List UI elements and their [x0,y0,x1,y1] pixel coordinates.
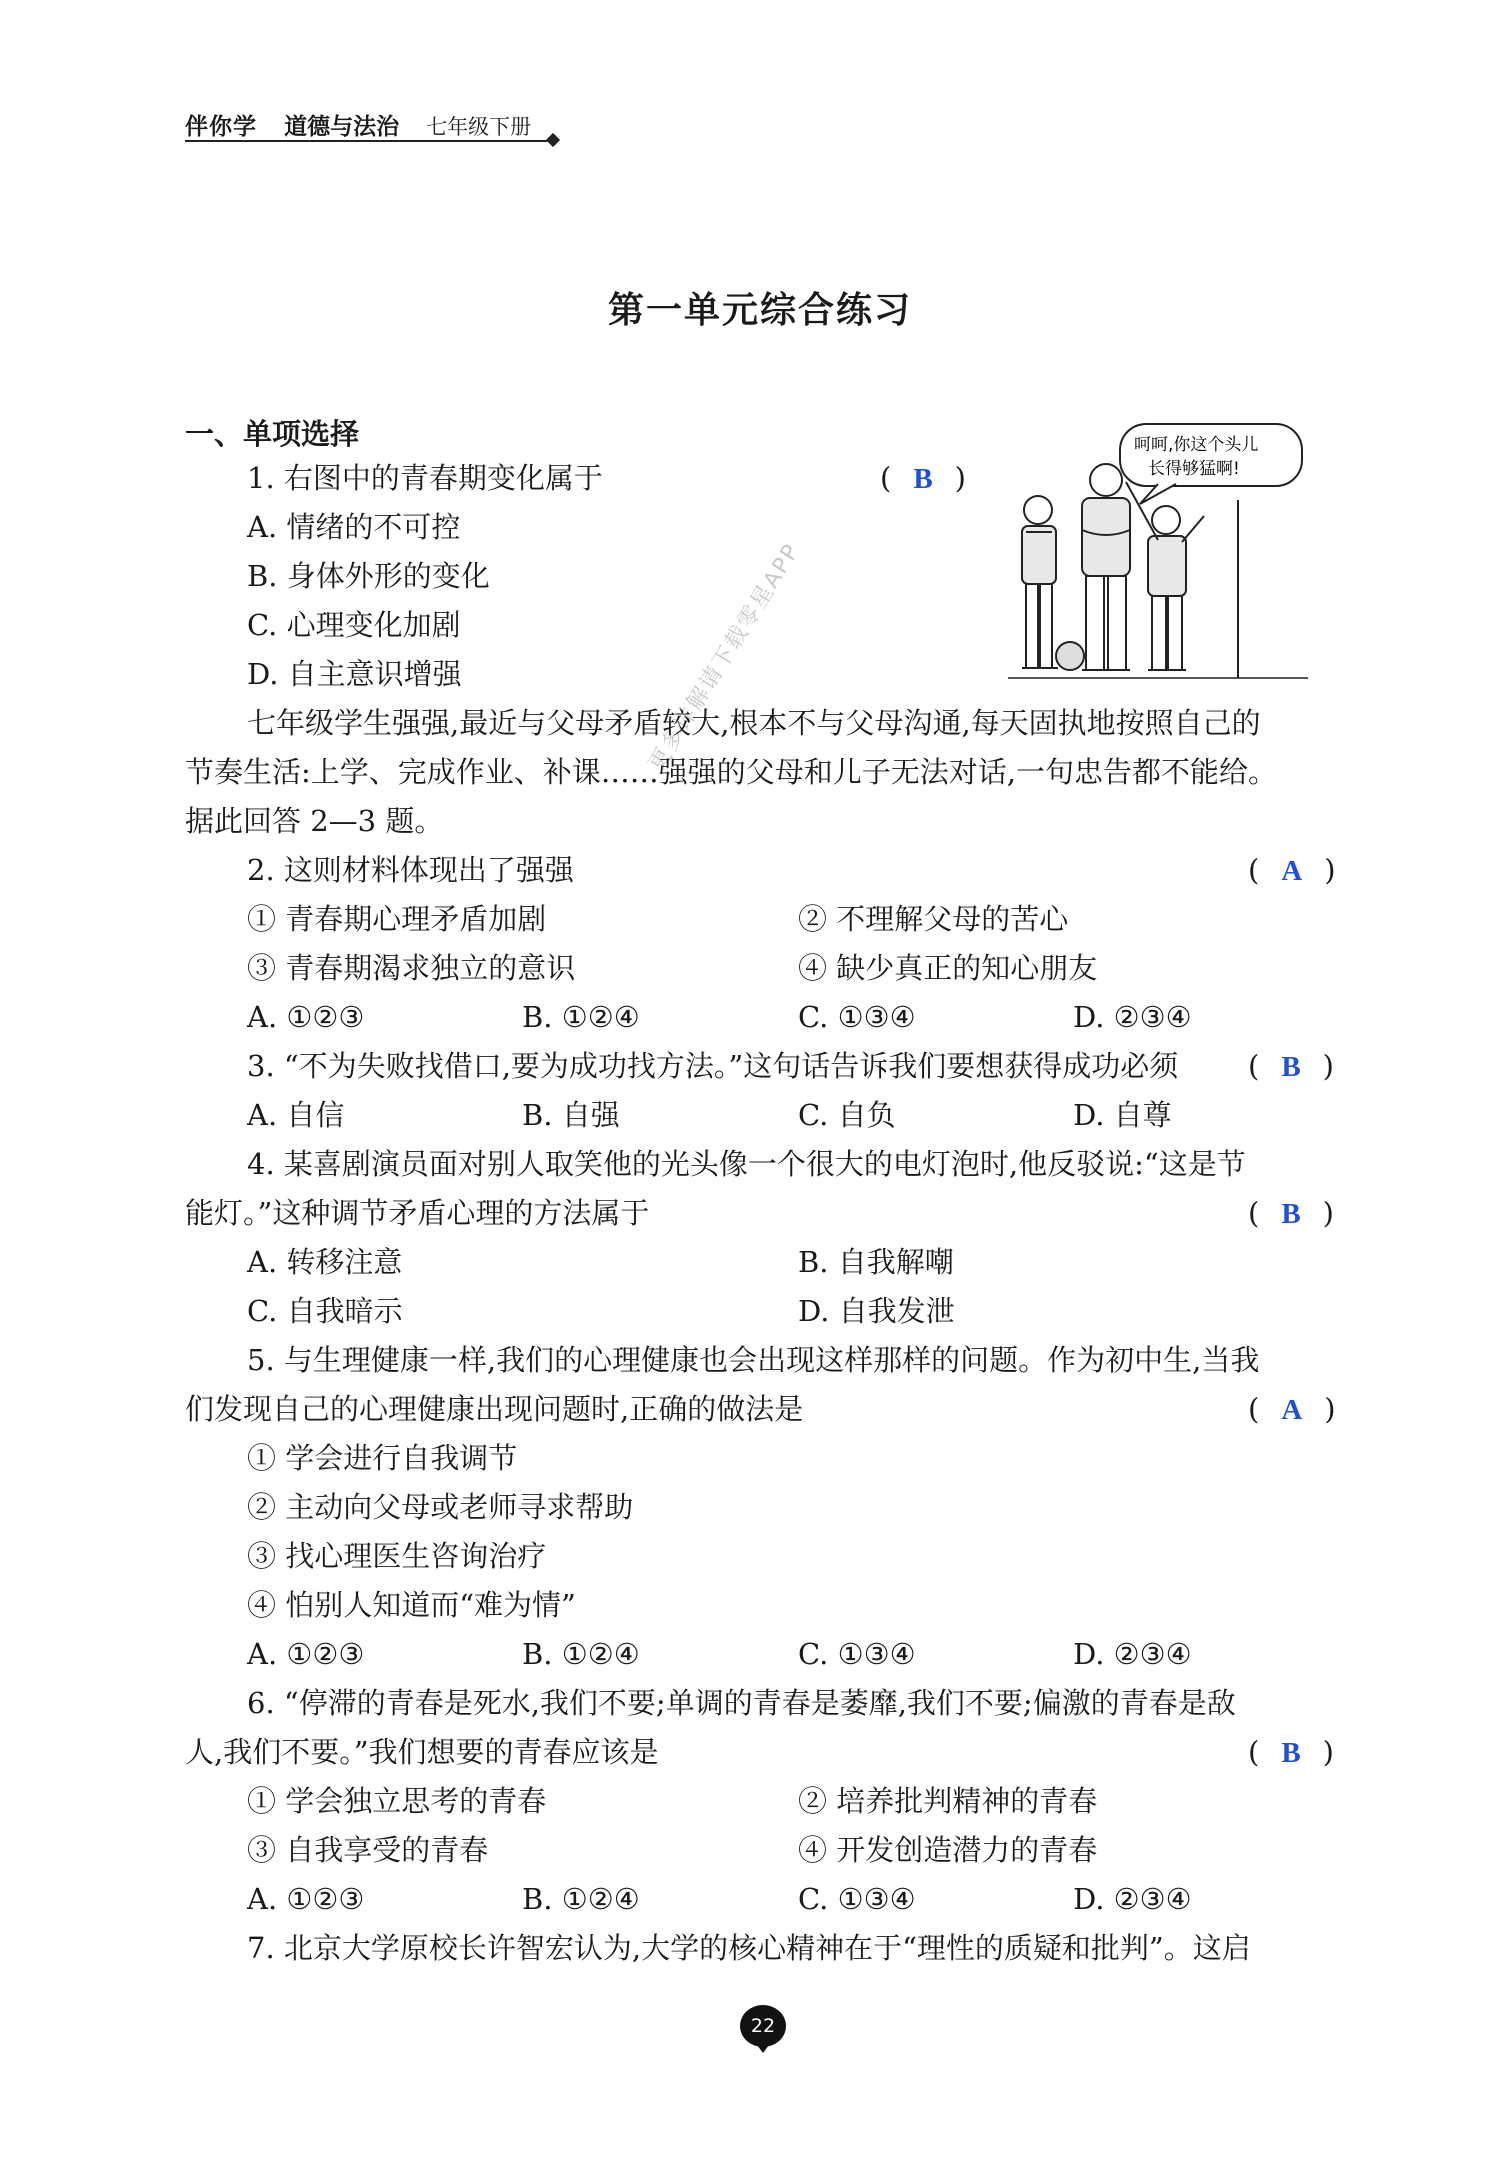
q4-option-b: B. 自我解嘲 [798,1245,954,1279]
q1-stem: 1. 右图中的青春期变化属于 [247,461,603,495]
basketball-icon [1056,642,1084,670]
bubble-text-line1: 呵呵,你这个头儿 [1134,435,1259,455]
q1-answer-bracket: ( B ) [880,461,966,495]
q3-answer: B [1281,1051,1301,1083]
grade-name: 七年级下册 [426,115,532,139]
material-line-1: 七年级学生强强,最近与父母矛盾较大,根本不与父母沟通,每天固执地按照自己的 [247,706,1261,740]
student-tall-figure [1082,464,1130,670]
q5-option-a: A. ①②③ [247,1637,365,1671]
q2-option-a: A. ①②③ [247,1000,365,1034]
header-rule [185,140,550,142]
q1-option-d: D. 自主意识增强 [247,657,462,691]
q6-answer: B [1281,1737,1301,1769]
watermark: 更多详解请下载零星APP [644,539,806,776]
q2-answer: A [1281,855,1303,887]
q7-stem-line1: 7. 北京大学原校长许智宏认为,大学的核心精神在于“理性的质疑和批判”。这启 [247,1931,1251,1965]
q6-item-2: ② 培养批判精神的青春 [798,1784,1098,1818]
q5-stem-line1: 5. 与生理健康一样,我们的心理健康也会出现这样那样的问题。作为初中生,当我 [247,1343,1260,1377]
q6-answer-bracket: ( B ) [1248,1735,1334,1769]
q5-item-4: ④ 怕别人知道而“难为情” [247,1588,576,1622]
section-heading: 一、单项选择 [185,417,360,451]
q3-stem: 3. “不为失败找借口,要为成功找方法。”这句话告诉我们要想获得成功必须 [247,1049,1179,1083]
q4-stem-line2: 能灯。”这种调节矛盾心理的方法属于 [185,1196,650,1230]
q3-answer-bracket: ( B ) [1248,1049,1334,1083]
q2-option-d: D. ②③④ [1073,1000,1192,1034]
q2-option-b: B. ①②④ [522,1000,640,1034]
q1-option-b: B. 身体外形的变化 [247,559,490,593]
q6-option-d: D. ②③④ [1073,1882,1192,1916]
q5-option-c: C. ①③④ [798,1637,916,1671]
q5-item-1: ① 学会进行自我调节 [247,1441,518,1475]
book-series-name: 伴你学 [185,114,257,140]
q2-item-3: ③ 青春期渴求独立的意识 [247,951,576,985]
q6-item-3: ③ 自我享受的青春 [247,1833,489,1867]
running-header [185,108,531,141]
q4-answer: B [1281,1198,1301,1230]
material-line-3: 据此回答 2—3 题。 [185,804,444,838]
q2-item-1: ① 青春期心理矛盾加剧 [247,902,547,936]
q4-option-a: A. 转移注意 [247,1245,403,1279]
student-left-figure [1022,496,1058,668]
header-diamond-icon [546,133,560,147]
student-right-figure [1126,482,1204,670]
page-number [738,2003,788,2053]
q6-option-b: B. ①②④ [522,1882,640,1916]
q5-answer: A [1281,1394,1303,1426]
q2-answer-bracket: ( A ) [1248,853,1336,887]
speech-bubble [1120,424,1302,504]
q5-stem-line2: 们发现自己的心理健康出现问题时,正确的做法是 [185,1392,804,1426]
q6-option-a: A. ①②③ [247,1882,365,1916]
q3-option-d: D. 自尊 [1073,1098,1172,1132]
bubble-text-line2: 长得够猛啊! [1148,459,1240,479]
puberty-illustration [1008,420,1308,682]
q2-option-c: C. ①③④ [798,1000,916,1034]
page-number-text: 22 [750,2015,776,2037]
q2-item-4: ④ 缺少真正的知心朋友 [798,951,1098,985]
q3-option-a: A. 自信 [247,1098,345,1132]
q3-option-b: B. 自强 [522,1098,620,1132]
q3-option-c: C. 自负 [798,1098,896,1132]
q1-answer: B [913,463,933,495]
q1-option-c: C. 心理变化加剧 [247,608,461,642]
q6-item-4: ④ 开发创造潜力的青春 [798,1833,1098,1867]
q6-item-1: ① 学会独立思考的青春 [247,1784,547,1818]
q6-stem-line1: 6. “停滞的青春是死水,我们不要;单调的青春是萎靡,我们不要;偏激的青春是敌 [247,1686,1236,1720]
page-title: 第一单元综合练习 [607,290,912,331]
q5-option-b: B. ①②④ [522,1637,640,1671]
q2-stem: 2. 这则材料体现出了强强 [247,853,574,887]
q5-answer-bracket: ( A ) [1248,1392,1336,1426]
q4-option-d: D. 自我发泄 [798,1294,955,1328]
q6-option-c: C. ①③④ [798,1882,916,1916]
q5-option-d: D. ②③④ [1073,1637,1192,1671]
q6-stem-line2: 人,我们不要。”我们想要的青春应该是 [185,1735,659,1769]
q5-item-2: ② 主动向父母或老师寻求帮助 [247,1490,634,1524]
q2-item-2: ② 不理解父母的苦心 [798,902,1069,936]
q4-answer-bracket: ( B ) [1248,1196,1334,1230]
material-line-2: 节奏生活:上学、完成作业、补课……强强的父母和儿子无法对话,一句忠告都不能给。 [185,755,1277,789]
q5-item-3: ③ 找心理医生咨询治疗 [247,1539,547,1573]
q4-option-c: C. 自我暗示 [247,1294,403,1328]
subject-name: 道德与法治 [284,114,400,140]
q4-stem-line1: 4. 某喜剧演员面对别人取笑他的光头像一个很大的电灯泡时,他反驳说:“这是节 [247,1147,1246,1181]
q1-option-a: A. 情绪的不可控 [247,510,461,544]
